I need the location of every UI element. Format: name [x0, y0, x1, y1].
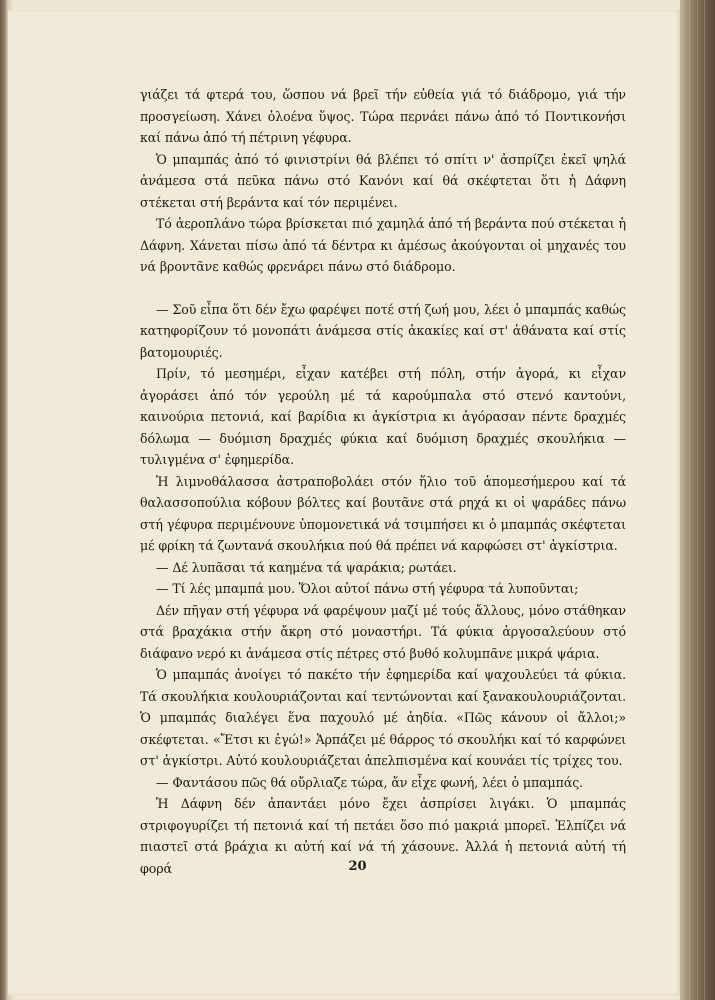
- paragraph: Ὁ μπαμπάς ἀνοίγει τό πακέτο τήν ἐφημερίδα καί ψαχουλεύει τά φύκια. Τά σκουλήκια κουλουριάζονται καί τεντώνονται καί ξανακουλουριάζονται. Ὁ μπαμπάς διαλέγει ἕνα παχουλό μέ ἀηδία. «Πῶς κάνουν οἱ ἄλλοι;» σκέφτεται. «Ἔτσι κι ἐγώ!» Ἁρπάζει μέ θάρρος τό σκουλήκι καί τό καρφώνει στ' ἀγκίστρι. Αὐτό κουλουριάζεται ἀπελπισμένα καί κουνάει τίς τρίχες του.: [140, 667, 626, 768]
- paragraph: Δέν πῆγαν στή γέφυρα νά φαρέψουν μαζί μέ τούς ἄλλους, μόνο στάθηκαν στά βραχάκια στήν ἄκρη στό μοναστήρι. Τά φύκια ἀργοσαλεύουν στό διάφανο νερό κι ἀνάμεσα στίς πέτρες στό βυθό κολυμπᾶνε μικρά ψάρια.: [140, 602, 626, 661]
- paragraph: — Δέ λυπᾶσαι τά καημένα τά ψαράκια; ρωτάει.: [156, 559, 457, 575]
- paragraph: Πρίν, τό μεσημέρι, εἶχαν κατέβει στή πόλη, στήν ἀγορά, κι εἶχαν ἀγοράσει ἀπό τόν γερούλη μέ τά καρούμπαλα στό στενό καντούνι, καινούρια πετονιά, καί βαρίδια κι ἀγκίστρια κι ἀγόρασαν πέντε δραχμές δόλωμα — δυόμιση δραχμές φύκια καί δυόμιση δραχμές σκουλήκια — τυλιγμένα σ' ἐφημερίδα.: [140, 366, 626, 467]
- paragraph: — Τί λές μπαμπά μου. Ὅλοι αὐτοί πάνω στή γέφυρα τά λυποῦνται;: [156, 581, 579, 596]
- paragraph: Τό ἀεροπλάνο τώρα βρίσκεται πιό χαμηλά ἀπό τή βεράντα πού στέκεται ἡ Δάφνη. Χάνεται πίσω ἀπό τά δέντρα κι ἀμέσως ἀκούγονται οἱ μηχανές του νά βροντᾶνε καθώς φρενάρει πάνω στό διάδρομο.: [140, 216, 626, 274]
- paragraph: Ἡ Δάφνη δέν ἀπαντάει μόνο ἔχει ἀσπρίσει λιγάκι. Ὁ μπαμπάς στριφογυρίζει τή πετονιά καί τή πετάει ὅσο πιό μακριά μπορεῖ. Ἐλπίζει νά πιαστεῖ στά βράχια κι αὐτή καί νά τή χάσουνε. Ἀλλά ἡ πετονιά αὐτή τή φορά: [140, 796, 626, 876]
- page-body-text: [140, 84, 626, 879]
- paragraph: Ἡ λιμνοθάλασσα ἀστραποβολάει στόν ἥλιο τοῦ ἀπομεσήμερου καί τά θαλασσοπούλια κόβουν βόλτες καί βουτᾶνε στά ρηχά κι οἱ ψαράδες πάνω στή γέφυρα περιμένουνε ὑπομονετικά νά τσιμπήσει κι ὁ μπαμπάς σκέφτεται μέ φρίκη τά ζωντανά σκουλήκια πού θά πρέπει νά καρφώσει στ' ἀγκίστρια.: [140, 473, 626, 553]
- paragraph: γιάζει τά φτερά του, ὥσπου νά βρεῖ τήν εὐθεία γιά τό διάδρομο, γιά τήν προσγείωση. Χάνει ὁλοένα ὕψος. Τώρα περνάει πάνω ἀπό τό Ποντικονήσι καί πάνω ἀπό τή πέτρινη γέφυρα.: [140, 87, 626, 145]
- book-cover-edge: [680, 0, 715, 1000]
- paragraph: — Σοῦ εἶπα ὅτι δέν ἔχω φαρέψει ποτέ στή ζωή μου, λέει ὁ μπαμπάς καθώς κατηφορίζουν τό μονοπάτι ἀνάμεσα στίς ἀκακίες καί στ' ἀθάνατα καί στίς βατομουριές.: [140, 301, 626, 360]
- page-number: 20: [348, 859, 367, 874]
- paragraph: Ὁ μπαμπάς ἀπό τό φινιστρίνι θά βλέπει τό σπίτι ν' ἀσπρίζει ἐκεῖ ψηλά ἀνάμεσα στά πεῦκα πάνω στό Κανόνι καί θά σκέφτεται ὅτι ἡ Δάφνη στέκεται στή βεράντα καί τόν περιμένει.: [140, 151, 626, 210]
- section-break: [140, 278, 626, 299]
- paragraph: — Φαντάσου πῶς θά οὔρλιαζε τώρα, ἄν εἶχε φωνή, λέει ὁ μπαμπάς.: [156, 774, 584, 790]
